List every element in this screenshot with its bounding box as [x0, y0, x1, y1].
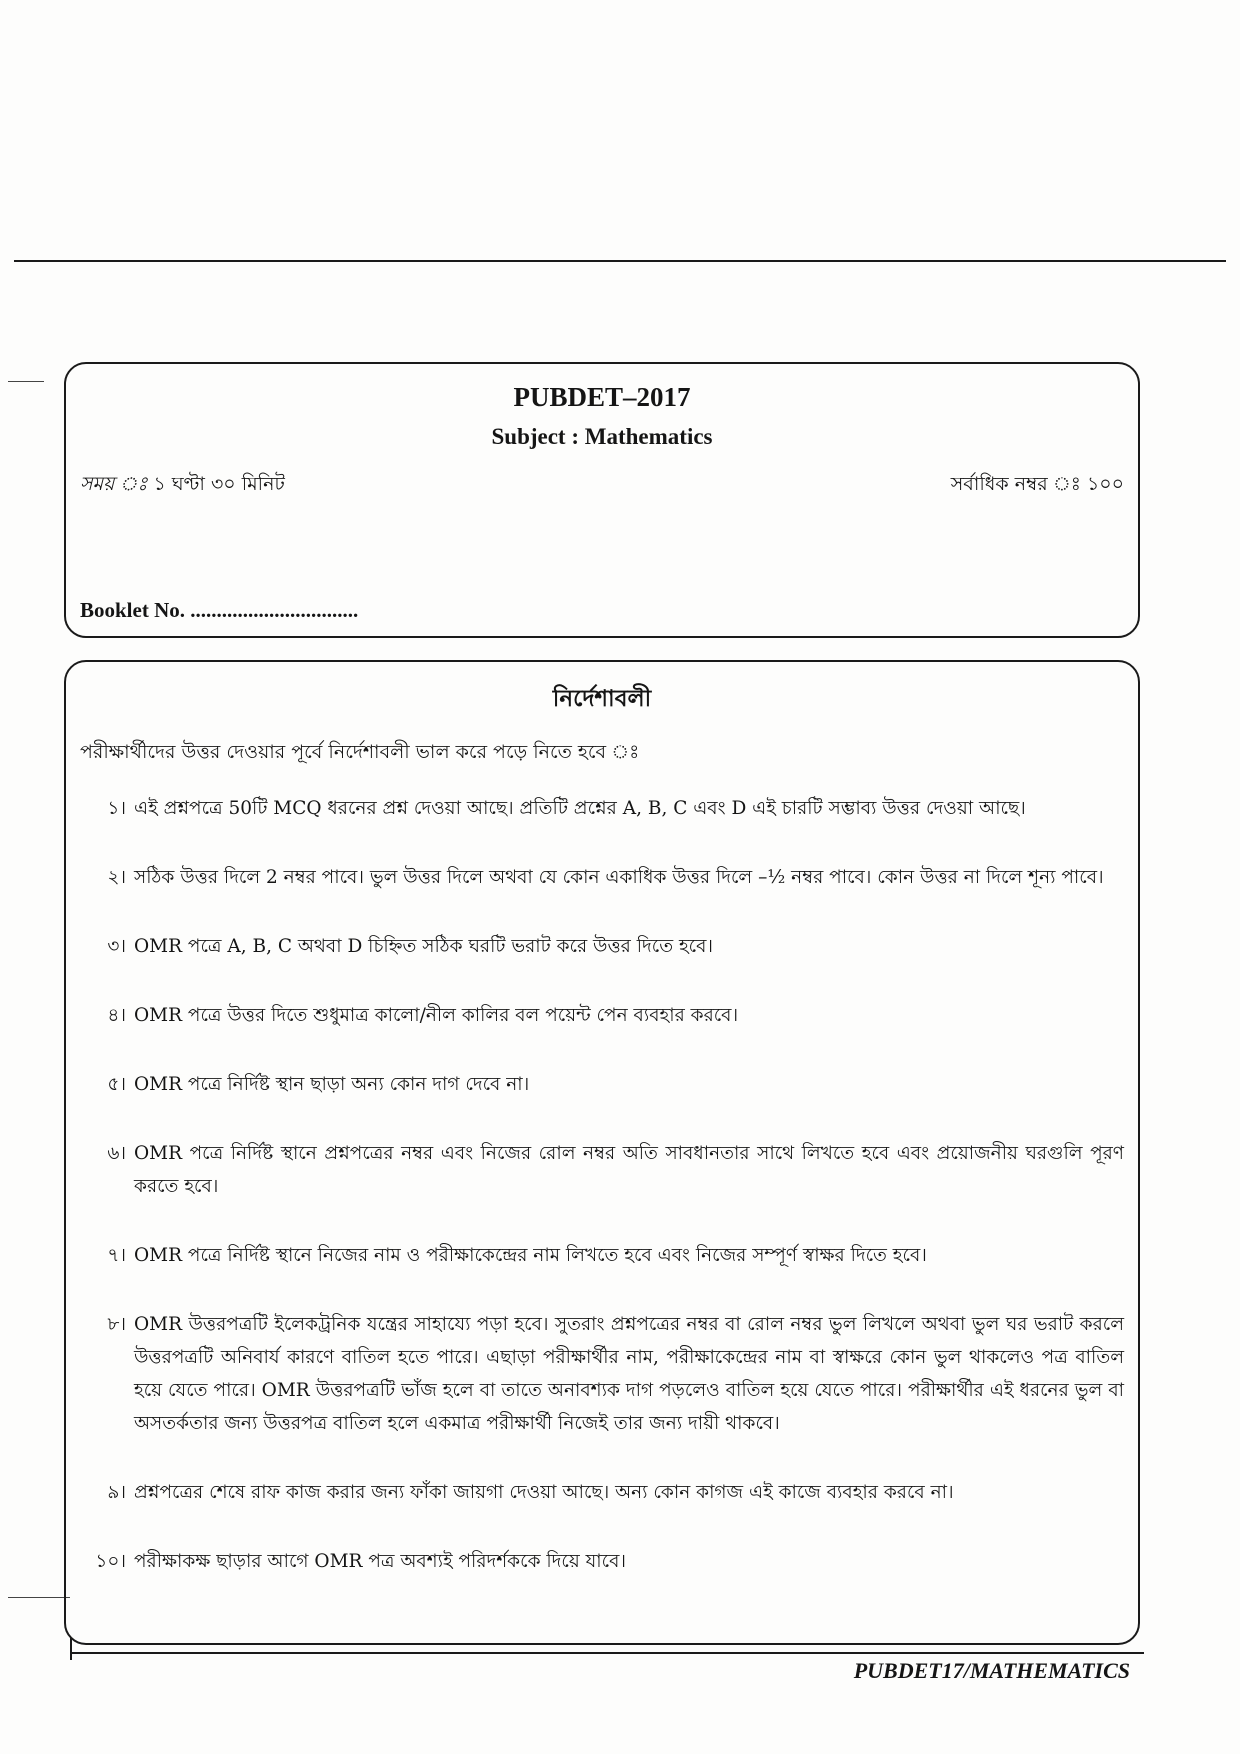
margin-mark — [8, 1597, 70, 1598]
instruction-text: OMR উত্তরপত্রটি ইলেকট্রনিক যন্ত্রের সাহায্যে পড়া হবে। সুতরাং প্রশ্নপত্রের নম্বর বা রোল নম্বর ভুল লিখলে অথবা ভুল ঘর ভরাট করলে উত্তরপত্রটি অনিবার্য কারণে বাতিল হতে পারে। এছাড়া পরীক্ষার্থীর নাম, পরীক্ষাকেন্দ্রের নাম বা স্বাক্ষরে কোন ভুল থাকলেও পত্র বাতিল হয়ে যেতে পারে। OMR উত্তরপত্রটি ভাঁজ হলে বা তাতে অনাবশ্যক দাগ পড়লেও বাতিল হয়ে যেতে পারে। পরীক্ষার্থীর এই ধরনের ভুল বা অসতর্কতার জন্য উত্তরপত্র বাতিল হলে একমাত্র পরীক্ষার্থী নিজেই তার জন্য দায়ী থাকবে। — [134, 1314, 1124, 1434]
margin-mark — [8, 381, 44, 382]
instruction-item — [80, 861, 1124, 894]
instruction-item — [80, 1137, 1124, 1203]
instruction-number: ৮। — [107, 1314, 126, 1335]
instructions-box — [64, 660, 1140, 1645]
instructions-list — [80, 792, 1124, 1614]
instruction-number: ৪। — [107, 1005, 126, 1026]
instruction-item — [80, 1068, 1124, 1101]
footer-rule — [70, 1652, 1144, 1654]
max-marks: সর্বাধিক নম্বর ঃ ১০০ — [950, 473, 1124, 495]
top-rule — [14, 260, 1226, 262]
instruction-text: OMR পত্রে নির্দিষ্ট স্থান ছাড়া অন্য কোন দাগ দেবে না। — [134, 1074, 530, 1095]
instruction-text: OMR পত্রে উত্তর দিতে শুধুমাত্র কালো/নীল কালির বল পয়েন্ট পেন ব্যবহার করবে। — [134, 1005, 739, 1026]
instruction-number: ১০। — [95, 1551, 126, 1572]
instruction-text: OMR পত্রে নির্দিষ্ট স্থানে নিজের নাম ও পরীক্ষাকেন্দ্রের নাম লিখতে হবে এবং নিজের সম্পূর্ণ স্বাক্ষর দিতে হবে। — [134, 1245, 927, 1266]
instruction-number: ৫। — [107, 1074, 126, 1095]
duration-label: সময় ঃ — [80, 473, 148, 495]
instruction-text: OMR পত্রে A, B, C অথবা D চিহ্নিত সঠিক ঘরটি ভরাট করে উত্তর দিতে হবে। — [134, 936, 714, 957]
instruction-number: ৬। — [107, 1143, 126, 1164]
header-box — [64, 362, 1140, 638]
instruction-number: ৩। — [107, 936, 126, 957]
duration-value: ১ ঘণ্টা ৩০ মিনিট — [153, 473, 285, 495]
instruction-number: ৯। — [107, 1482, 126, 1503]
instruction-text: প্রশ্নপত্রের শেষে রাফ কাজ করার জন্য ফাঁকা জায়গা দেওয়া আছে। অন্য কোন কাগজ এই কাজে ব্যবহার করবে না। — [134, 1482, 954, 1503]
footer-tick — [70, 1638, 72, 1660]
instruction-item — [80, 1545, 1124, 1578]
footer-code: PUBDET17/MATHEMATICS — [853, 1658, 1130, 1683]
instruction-text: সঠিক উত্তর দিলে 2 নম্বর পাবে। ভুল উত্তর দিলে অথবা যে কোন একাধিক উত্তর দিলে –½ নম্বর পাবে। কোন উত্তর না দিলে শূন্য পাবে। — [134, 867, 1104, 888]
instruction-item — [80, 1476, 1124, 1509]
instruction-number: ২। — [107, 867, 126, 888]
instruction-number: ১। — [107, 798, 126, 819]
instruction-text: পরীক্ষাকক্ষ ছাড়ার আগে OMR পত্র অবশ্যই পরিদর্শককে দিয়ে যাবে। — [134, 1551, 626, 1572]
instruction-item — [80, 999, 1124, 1032]
instructions-intro: পরীক্ষার্থীদের উত্তর দেওয়ার পূর্বে নির্দেশাবলী ভাল করে পড়ে নিতে হবে ঃ — [80, 741, 640, 763]
instruction-text: OMR পত্রে নির্দিষ্ট স্থানে প্রশ্নপত্রের নম্বর এবং নিজের রোল নম্বর অতি সাবধানতার সাথে লিখতে হবে এবং প্রয়োজনীয় ঘরগুলি পূরণ করতে হবে। — [134, 1143, 1124, 1197]
booklet-number-field: Booklet No. ................................ — [80, 598, 359, 622]
instruction-number: ৭। — [107, 1245, 126, 1266]
exam-duration — [80, 470, 285, 502]
instruction-item — [80, 792, 1124, 825]
instructions-title: নির্দেশাবলী — [552, 685, 652, 712]
subject-line: Subject : Mathematics — [491, 424, 713, 449]
instruction-text: এই প্রশ্নপত্রে 50টি MCQ ধরনের প্রশ্ন দেওয়া আছে। প্রতিটি প্রশ্নের A, B, C এবং D এই চারটি সম্ভাব্য উত্তর দেওয়া আছে। — [134, 798, 1026, 819]
instruction-item — [80, 1308, 1124, 1440]
instruction-item — [80, 930, 1124, 963]
exam-title: PUBDET–2017 — [513, 382, 691, 412]
instruction-item — [80, 1239, 1124, 1272]
